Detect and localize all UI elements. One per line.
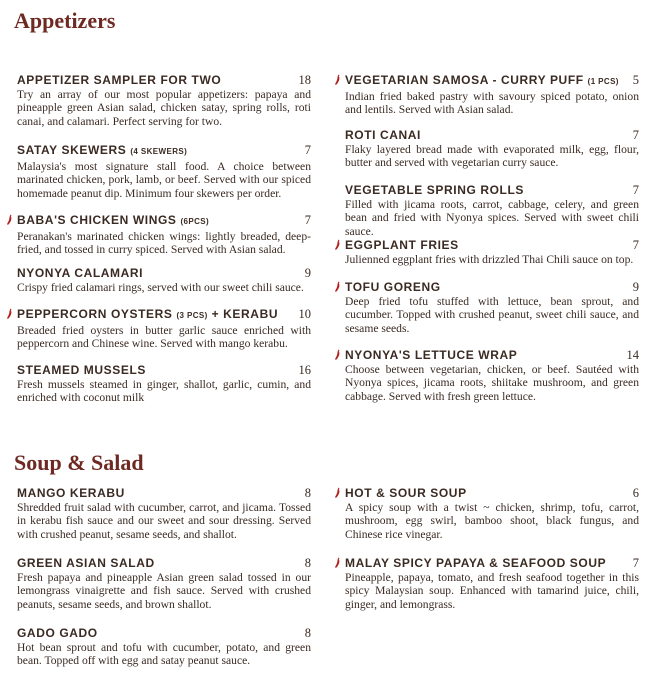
menu-item-description: Choose between vegetarian, chicken, or beef. Sautéed with Nyonya spices, jicama roots, shiitake mushroom, and green cabbage. Served with fresh green lettuce. <box>345 363 639 403</box>
chili-pepper-icon <box>334 349 341 360</box>
menu-item-title <box>17 556 155 570</box>
menu-item-name: TOFU GORENG <box>345 280 441 294</box>
menu-item-description: Fresh papaya and pineapple Asian green salad tossed in our lemongrass vinaigrette and fish sauce. Served with crushed peanuts, sesame seeds, and brown shallot. <box>17 571 311 611</box>
menu-item-name: PEPPERCORN OYSTERS <box>17 307 173 321</box>
menu-item-eggplant-fries <box>345 238 639 266</box>
menu-item-steamed-mussels <box>17 363 311 405</box>
menu-item-description: Fresh mussels steamed in ginger, shallot, garlic, cumin, and enriched with coconut milk <box>17 378 311 405</box>
menu-item-description: Try an array of our most popular appetizers: papaya and pineapple green Asian salad, chicken satay, spring rolls, roti canai, and calamari. Perfect serving for two. <box>17 88 311 128</box>
menu-item-name: BABA'S CHICKEN WINGS <box>17 213 177 227</box>
menu-item-gado-gado <box>17 626 311 668</box>
menu-item-description: A spicy soup with a twist ~ chicken, shrimp, tofu, carrot, mushroom, egg swirl, bamboo shoot, black fungus, and Chinese rice vinegar. <box>345 501 639 541</box>
menu-item-title <box>17 266 143 280</box>
menu-item-title <box>17 307 278 323</box>
menu-item-nyonya-s-lettuce-wrap <box>345 348 639 403</box>
menu-item-name: HOT & SOUR SOUP <box>345 486 467 500</box>
menu-item-header <box>17 143 311 159</box>
menu-item-appetizer-sampler-for-two <box>17 73 311 128</box>
menu-item-name: MALAY SPICY PAPAYA & SEAFOOD SOUP <box>345 556 607 570</box>
menu-item-header <box>345 556 639 570</box>
chili-pepper-icon <box>334 239 341 250</box>
menu-item-name: NYONYA'S LETTUCE WRAP <box>345 348 518 362</box>
menu-item-title <box>345 128 421 142</box>
menu-item-title <box>345 280 441 294</box>
menu-item-price: 9 <box>304 266 311 280</box>
menu-item-tofu-goreng <box>345 280 639 335</box>
menu-item-description: Peranakan's marinated chicken wings: lightly breaded, deep-fried, and tossed in curry spiced. Served with Asian salad. <box>17 230 311 257</box>
menu-item-price: 18 <box>298 73 311 87</box>
menu-item-name: STEAMED MUSSELS <box>17 363 147 377</box>
menu-item-portion: (1 PCS) <box>587 77 619 86</box>
chili-pepper-icon <box>334 74 341 85</box>
menu-item-title <box>17 363 146 377</box>
menu-item-description: Malaysia's most signature stall food. A choice between marinated chicken, pork, lamb, or beef. Served with our spiced homemade peanut dip. Minimum four skewers per order. <box>17 160 311 200</box>
menu-item-header <box>345 238 639 252</box>
appetizers-heading: Appetizers <box>14 8 116 33</box>
menu-item-price: 7 <box>304 213 311 227</box>
menu-item-description: Hot bean sprout and tofu with cucumber, potato, and green bean. Topped off with egg and satay peanut sauce. <box>17 641 311 668</box>
menu-item-header <box>345 73 639 89</box>
menu-item-portion: (6PCS) <box>180 217 210 226</box>
menu-item-header <box>345 486 639 500</box>
menu-item-title <box>345 486 467 500</box>
menu-item-header <box>17 307 311 323</box>
menu-item-name: MANGO KERABU <box>17 486 125 500</box>
menu-item-portion: (3 PCS) <box>176 311 208 320</box>
menu-item-description: Flaky layered bread made with evaporated milk, egg, flour, butter and served with vegetarian curry sauce. <box>345 143 639 170</box>
menu-item-price: 7 <box>632 183 639 197</box>
menu-item-header <box>345 280 639 294</box>
menu-item-nyonya-calamari <box>17 266 311 294</box>
menu-item-vegetable-spring-rolls <box>345 183 639 238</box>
menu-item-name: GREEN ASIAN SALAD <box>17 556 155 570</box>
menu-item-vegetarian-samosa-curry-puff <box>345 73 639 117</box>
menu-item-price: 16 <box>298 363 311 377</box>
menu-item-header <box>17 363 311 377</box>
menu-item-price: 8 <box>304 486 311 500</box>
menu-item-price: 14 <box>626 348 639 362</box>
menu-item-name: SATAY SKEWERS <box>17 143 127 157</box>
menu-item-price: 7 <box>632 128 639 142</box>
menu-item-price: 9 <box>632 280 639 294</box>
chili-pepper-icon <box>334 487 341 498</box>
menu-item-name: VEGETARIAN SAMOSA - CURRY PUFF <box>345 73 584 87</box>
menu-item-price: 7 <box>632 556 639 570</box>
menu-item-portion: (4 SKEWERS) <box>130 147 188 156</box>
menu-item-title <box>17 143 187 159</box>
menu-item-satay-skewers <box>17 143 311 200</box>
menu-item-name: ROTI CANAI <box>345 128 421 142</box>
menu-item-header <box>17 556 311 570</box>
menu-item-header <box>17 626 311 640</box>
menu-item-mango-kerabu <box>17 486 311 541</box>
menu-item-price: 5 <box>632 73 639 87</box>
menu-item-header <box>345 128 639 142</box>
menu-item-title <box>345 348 517 362</box>
menu-item-title <box>17 73 221 87</box>
chili-pepper-icon <box>334 281 341 292</box>
menu-item-description: Crispy fried calamari rings, served with our sweet chili sauce. <box>17 281 304 294</box>
chili-pepper-icon <box>334 557 341 568</box>
menu-item-title <box>345 73 619 89</box>
menu-item-name: GADO GADO <box>17 626 98 640</box>
menu-item-description: Deep fried tofu stuffed with lettuce, bean sprout, and cucumber. Topped with crushed peanut, sweet chili sauce, and sesame seeds. <box>345 295 639 335</box>
menu-item-hot-sour-soup <box>345 486 639 541</box>
menu-item-price: 10 <box>298 307 311 321</box>
menu-item-title <box>345 238 459 252</box>
menu-item-description: Shredded fruit salad with cucumber, carrot, and jicama. Tossed in kerabu fish sauce and our sweet and sour dressing. Served with crushed peanut, sesame seeds, and shallot. <box>17 501 311 541</box>
chili-pepper-icon <box>6 308 13 319</box>
menu-item-malay-spicy-papaya-seafood-soup <box>345 556 639 611</box>
menu-item-header <box>345 183 639 197</box>
menu-item-price: 8 <box>304 626 311 640</box>
menu-item-description: Pineapple, papaya, tomato, and fresh seafood together in this spicy Malaysian soup. Enhanced with tamarind juice, chili, ginger, and lemongrass. <box>345 571 639 611</box>
menu-item-title <box>17 626 98 640</box>
soup-salad-heading: Soup & Salad <box>14 450 144 475</box>
menu-item-name: NYONYA CALAMARI <box>17 266 144 280</box>
menu-item-name: VEGETABLE SPRING ROLLS <box>345 183 524 197</box>
menu-item-header <box>17 486 311 500</box>
menu-item-price: 7 <box>632 238 639 252</box>
menu-item-description: Breaded fried oysters in butter garlic sauce enriched with peppercorn and Chinese wine. Served with mango kerabu. <box>17 324 311 351</box>
menu-item-green-asian-salad <box>17 556 311 611</box>
menu-item-header <box>345 348 639 362</box>
menu-item-price: 6 <box>632 486 639 500</box>
chili-pepper-icon <box>6 214 13 225</box>
menu-item-price: 7 <box>304 143 311 157</box>
menu-item-name: EGGPLANT FRIES <box>345 238 459 252</box>
menu-item-title <box>345 556 606 570</box>
menu-item-roti-canai <box>345 128 639 170</box>
menu-item-header <box>17 213 311 229</box>
menu-item-description: Filled with jicama roots, carrot, cabbage, celery, and green bean and fried with Nyonya spices. Served with sweet chili sauce. <box>345 198 639 238</box>
menu-item-price: 8 <box>304 556 311 570</box>
menu-item-description: Julienned eggplant fries with drizzled Thai Chili sauce on top. <box>345 253 634 266</box>
menu-item-title <box>17 486 125 500</box>
menu-item-description: Indian fried baked pastry with savoury spiced potato, onion and lentils. Served with Asian salad. <box>345 90 639 117</box>
menu-item-header <box>17 266 311 280</box>
menu-item-peppercorn-oysters <box>17 307 311 351</box>
menu-item-header <box>17 73 311 87</box>
menu-item-baba-s-chicken-wings <box>17 213 311 257</box>
menu-item-addon: + KERABU <box>211 307 279 321</box>
menu-item-title <box>345 183 524 197</box>
menu-item-title <box>17 213 209 229</box>
menu-item-name: APPETIZER SAMPLER FOR TWO <box>17 73 222 87</box>
